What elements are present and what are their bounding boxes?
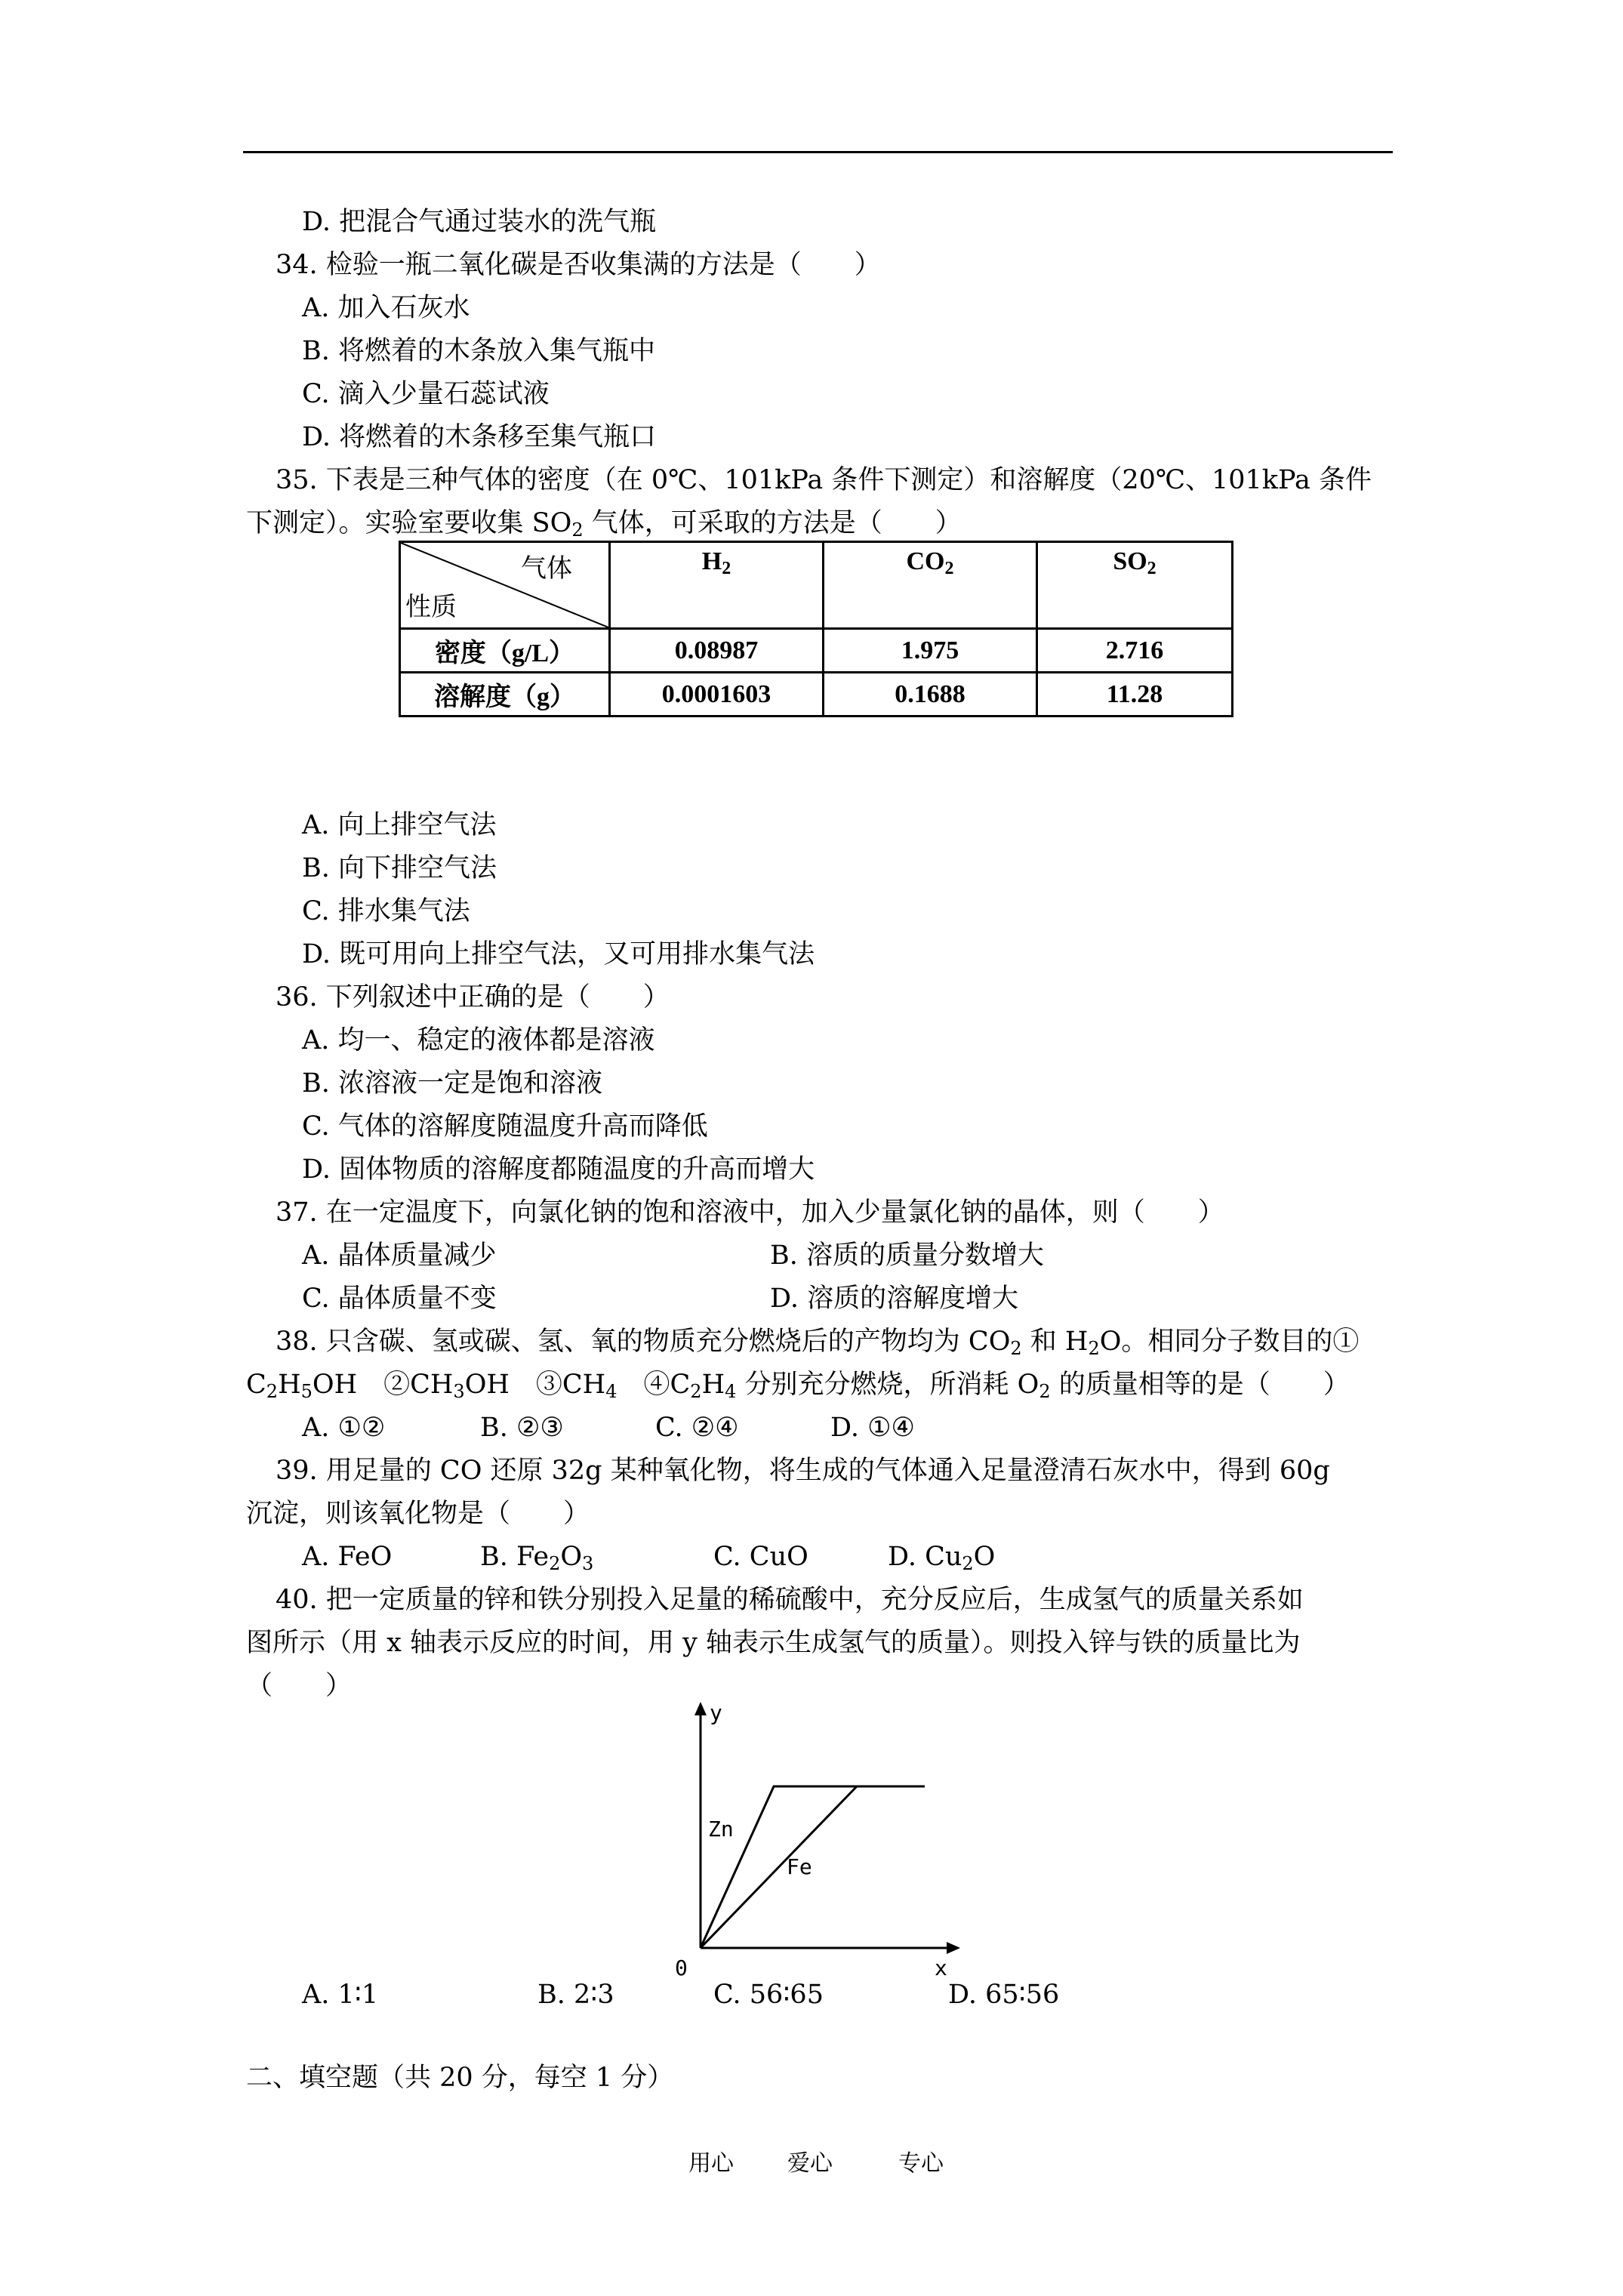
q39-option-d: D. $Cu_2O$ bbox=[888, 1542, 996, 1574]
q38-option-c: C. ②④ bbox=[655, 1413, 739, 1443]
origin-label: 0 bbox=[675, 1955, 688, 1978]
footer-word-3: 专心 bbox=[898, 2150, 944, 2177]
q37-stem: 37. 在一定温度下，向氯化钠的饱和溶液中，加入少量氯化钠的晶体，则（ ） bbox=[276, 1197, 1224, 1228]
header-rule bbox=[243, 151, 1393, 153]
y-axis-arrow bbox=[694, 1702, 707, 1715]
q36-option-d: D. 固体物质的溶解度都随温度的升高而增大 bbox=[302, 1154, 815, 1185]
x-axis-label: x bbox=[935, 1955, 947, 1978]
q38-line1: 38. 只含碳、氢或碳、氢、氧的物质充分燃烧后的产物均为 $CO_2$ 和 $H_2O$。相同分子数目的① bbox=[276, 1327, 1360, 1359]
q39-line1: 39. 用足量的 CO 还原 32g 某种氧化物，将生成的气体通入足量澄清石灰水中，得到 60g bbox=[276, 1456, 1330, 1486]
fe-label: Fe bbox=[787, 1854, 812, 1879]
corner-top-label: 气体 bbox=[521, 555, 572, 583]
table-corner-cell bbox=[400, 542, 610, 629]
table-row bbox=[400, 629, 1233, 673]
footer-word-1: 用心 bbox=[688, 2150, 734, 2177]
header-h2: $H_2$ bbox=[610, 542, 824, 629]
section2-title: 二、填空题（共 20 分，每空 1 分） bbox=[246, 2063, 674, 2093]
header-so2: $SO_2$ bbox=[1037, 542, 1233, 629]
table-row bbox=[400, 673, 1233, 717]
q34-stem: 34. 检验一瓶二氧化碳是否收集满的方法是（ ） bbox=[276, 250, 881, 280]
q40-option-a: A. 1∶1 bbox=[302, 1980, 379, 2010]
x-axis-arrow bbox=[947, 1942, 960, 1954]
q34-option-c: C. 滴入少量石蕊试液 bbox=[302, 379, 550, 409]
q34-option-d: D. 将燃着的木条移至集气瓶口 bbox=[302, 422, 657, 452]
gas-properties-table bbox=[399, 541, 1233, 717]
q40-option-c: C. 56∶65 bbox=[713, 1980, 824, 2010]
q34-option-a: A. 加入石灰水 bbox=[302, 293, 470, 323]
fe-line bbox=[701, 1786, 857, 1948]
zn-line bbox=[701, 1786, 925, 1948]
cell-density-h2: 0.08987 bbox=[610, 629, 824, 673]
q35-stem-line2: 下测定）。实验室要收集 $SO_2$ 气体，可采取的方法是（ ） bbox=[246, 508, 962, 541]
q37-option-b: B. 溶质的质量分数增大 bbox=[770, 1240, 1044, 1271]
q35-option-a: A. 向上排空气法 bbox=[302, 810, 497, 840]
q38-line2: $C_2H_5OH$ $②CH_3OH$ $③CH_4$ $④C_2H_4$ 分别充分燃烧，所消耗 $O_2$ 的质量相等的是（ ） bbox=[246, 1370, 1350, 1402]
q36-option-b: B. 浓溶液一定是饱和溶液 bbox=[302, 1068, 602, 1099]
q36-stem: 36. 下列叙述中正确的是（ ） bbox=[276, 982, 670, 1012]
cell-solubility-so2: 11.28 bbox=[1037, 673, 1233, 717]
q39-option-a: A. FeO bbox=[302, 1542, 393, 1572]
q35-option-b: B. 向下排空气法 bbox=[302, 853, 497, 883]
q33-option-d: D. 把混合气通过装水的洗气瓶 bbox=[302, 207, 657, 237]
q36-option-a: A. 均一、稳定的液体都是溶液 bbox=[302, 1025, 655, 1056]
q37-option-a: A. 晶体质量减少 bbox=[302, 1240, 497, 1271]
corner-bottom-label: 性质 bbox=[405, 593, 457, 621]
cell-density-co2: 1.975 bbox=[824, 629, 1037, 673]
q38-option-b: B. ②③ bbox=[480, 1413, 564, 1443]
zn-label: Zn bbox=[708, 1817, 734, 1841]
cell-solubility-h2: 0.0001603 bbox=[610, 673, 824, 717]
q34-option-b: B. 将燃着的木条放入集气瓶中 bbox=[302, 336, 655, 366]
q35-stem-line1: 35. 下表是三种气体的密度（在 0℃、101kPa 条件下测定）和溶解度（20℃、101kPa 条件 bbox=[276, 465, 1372, 495]
q38-option-d: D. ①④ bbox=[830, 1413, 915, 1443]
q35-option-c: C. 排水集气法 bbox=[302, 896, 470, 926]
cell-solubility-co2: 0.1688 bbox=[824, 673, 1037, 717]
q40-option-b: B. 2∶3 bbox=[537, 1980, 614, 2010]
q37-option-c: C. 晶体质量不变 bbox=[302, 1284, 497, 1314]
table-header-row bbox=[400, 542, 1233, 629]
cell-density-so2: 2.716 bbox=[1037, 629, 1233, 673]
q40-line2: 图所示（用 x 轴表示反应的时间，用 y 轴表示生成氢气的质量）。则投入锌与铁的质量比为 bbox=[246, 1628, 1301, 1658]
q40-line1: 40. 把一定质量的锌和铁分别投入足量的稀硫酸中，充分反应后，生成氢气的质量关系如 bbox=[276, 1585, 1304, 1615]
q36-option-c: C. 气体的溶解度随温度升高而降低 bbox=[302, 1111, 708, 1142]
q39-option-c: C. CuO bbox=[713, 1542, 808, 1572]
q39-line2: 沉淀，则该氧化物是（ ） bbox=[246, 1499, 590, 1529]
q35-option-d: D. 既可用向上排空气法，又可用排水集气法 bbox=[302, 939, 815, 969]
q39-option-b: B. $Fe_2O_3$ bbox=[480, 1542, 594, 1574]
footer-word-2: 爱心 bbox=[787, 2150, 833, 2177]
q40-line3: （ ） bbox=[246, 1671, 353, 1701]
y-axis-label: y bbox=[710, 1700, 722, 1725]
q38-option-a: A. ①② bbox=[302, 1413, 386, 1443]
row-label-density: 密度（g/L） bbox=[400, 629, 610, 673]
hydrogen-mass-graph bbox=[664, 1699, 1004, 1978]
header-co2: $CO_2$ bbox=[824, 542, 1037, 629]
q37-option-d: D. 溶质的溶解度增大 bbox=[770, 1284, 1019, 1314]
row-label-solubility: 溶解度（g） bbox=[400, 673, 610, 717]
q40-option-d: D. 65∶56 bbox=[948, 1980, 1060, 2010]
